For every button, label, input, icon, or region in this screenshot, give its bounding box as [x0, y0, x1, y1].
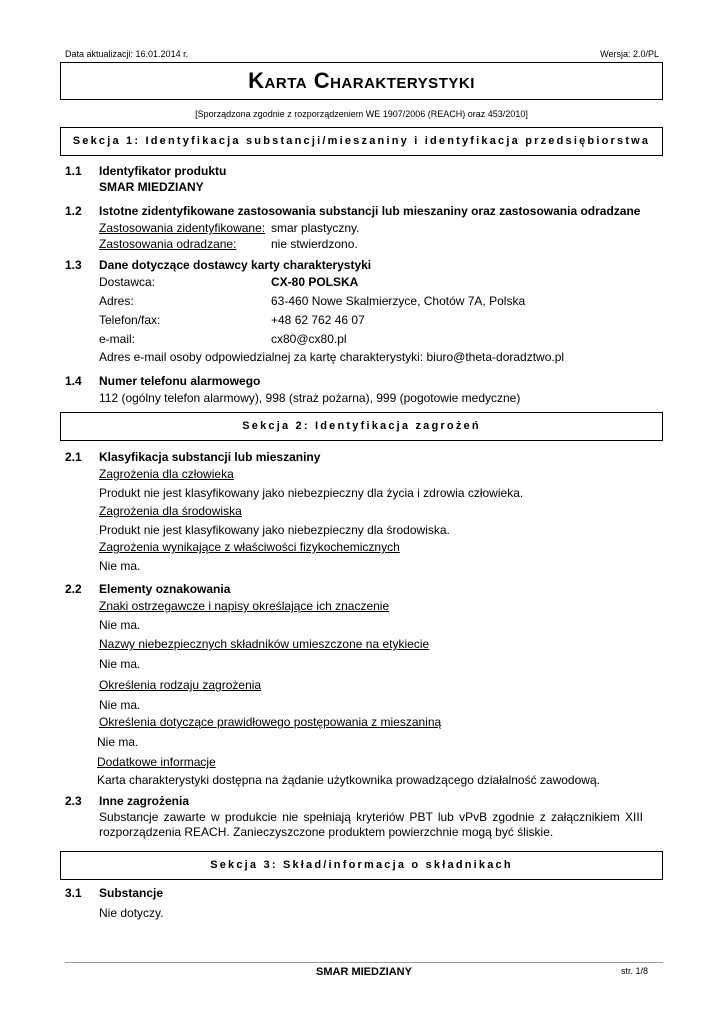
section-2-3-number: 2.3 — [65, 794, 82, 808]
identified-uses-value: smar plastyczny. — [271, 221, 360, 235]
section-2-2-title: Elementy oznakowania — [99, 582, 231, 596]
pictograms-text: Nie ma. — [99, 618, 141, 632]
phys-hazards-label: Zagrożenia wynikające z właściwości fizykochemicznych — [99, 540, 400, 554]
hazard-statements-text: Nie ma. — [99, 698, 141, 712]
env-hazards-text: Produkt nie jest klasyfikowany jako niebezpieczny dla środowiska. — [99, 523, 450, 537]
supplier-label: Dostawca: — [99, 275, 156, 289]
extra-info-label: Dodatkowe informacje — [97, 755, 216, 769]
pictograms-label: Znaki ostrzegawcze i napisy określające ich znaczenie — [99, 599, 390, 613]
components-text: Nie ma. — [99, 657, 141, 671]
update-date: Data aktualizacji: 16.01.2014 r. — [65, 49, 189, 59]
substances-text: Nie dotyczy. — [99, 906, 164, 920]
email-value: cx80@cx80.pl — [271, 332, 347, 346]
section-1-3-number: 1.3 — [65, 258, 82, 272]
section-1-3-title: Dane dotyczące dostawcy karty charakterystyki — [99, 258, 372, 272]
section-2-1-title: Klasyfikacja substancji lub mieszaniny — [99, 450, 321, 464]
address-value: 63-460 Nowe Skalmierzyce, Chotów 7A, Polska — [271, 294, 526, 308]
responsible-email: Adres e-mail osoby odpowiedzialnej za kartę charakterystyki: biuro@theta-doradztwo.pl — [99, 350, 565, 364]
section-1-4-number: 1.4 — [65, 374, 82, 388]
section-2-title: Sekcja 2: Identyfikacja zagrożeń — [60, 412, 663, 441]
section-2-2-number: 2.2 — [65, 582, 82, 596]
product-identifier: SMAR MIEDZIANY — [99, 180, 204, 194]
section-1-1-number: 1.1 — [65, 164, 82, 178]
precaution-text: Nie ma. — [97, 735, 139, 749]
regulation-note: [Sporządzona zgodnie z rozporządzeniem WE 1907/2006 (REACH) oraz 453/2010] — [195, 109, 528, 119]
section-1-2-title: Istotne zidentyfikowane zastosowania substancji lub mieszaniny oraz zastosowania odradzane — [99, 204, 641, 218]
section-3-title: Sekcja 3: Skład/informacja o składnikach — [60, 851, 663, 880]
page-number: str. 1/8 — [621, 966, 649, 976]
identified-uses-label: Zastosowania zidentyfikowane: — [99, 221, 266, 235]
components-label: Nazwy niebezpiecznych składników umieszczone na etykiecie — [99, 637, 430, 651]
section-2-3-title: Inne zagrożenia — [99, 794, 190, 808]
human-hazards-label: Zagrożenia dla człowieka — [99, 467, 234, 481]
section-3-1-title: Substancje — [99, 886, 164, 900]
precaution-label: Określenia dotyczące prawidłowego postępowania z mieszaniną — [99, 715, 442, 729]
advised-against-value: nie stwierdzono. — [271, 237, 358, 251]
title-box — [60, 62, 663, 100]
emergency-numbers: 112 (ogólny telefon alarmowy), 998 (straż pożarna), 999 (pogotowie medyczne) — [99, 391, 521, 405]
section-1-4-title: Numer telefonu alarmowego — [99, 374, 261, 388]
section-1-2-number: 1.2 — [65, 204, 82, 218]
human-hazards-text: Produkt nie jest klasyfikowany jako niebezpieczny dla życia i zdrowia człowieka. — [99, 486, 524, 500]
phone-label: Telefon/fax: — [99, 313, 161, 327]
page-title: Karta Charakterystyki — [248, 68, 475, 93]
section-2-1-number: 2.1 — [65, 450, 82, 464]
supplier-value: CX-80 POLSKA — [271, 275, 359, 289]
hazard-statements-label: Określenia rodzaju zagrożenia — [99, 678, 262, 692]
version: Wersja: 2.0/PL — [600, 49, 659, 59]
section-1-1-title: Identyfikator produktu — [99, 164, 227, 178]
advised-against-label: Zastosowania odradzane: — [99, 237, 237, 251]
other-hazards-text: Substancje zawarte w produkcie nie spełniają kryteriów PBT lub vPvB zgodnie z załącznikiem XIII rozporządzenia REACH. Zanieczyszczone produktem powierzchnie mogą być śliskie. — [99, 810, 643, 839]
extra-info-text: Karta charakterystyki dostępna na żądanie użytkownika prowadzącego działalność zawodową. — [97, 773, 600, 787]
footer-divider — [65, 962, 663, 963]
address-label: Adres: — [99, 294, 134, 308]
phys-hazards-text: Nie ma. — [99, 559, 141, 573]
footer-product: SMAR MIEDZIANY — [316, 966, 412, 978]
email-label: e-mail: — [99, 332, 136, 346]
section-1-title: Sekcja 1: Identyfikacja substancji/mieszaniny i identyfikacja przedsiębiorstwa — [60, 127, 663, 156]
phone-value: +48 62 762 46 07 — [271, 313, 365, 327]
env-hazards-label: Zagrożenia dla środowiska — [99, 504, 242, 518]
section-3-1-number: 3.1 — [65, 886, 82, 900]
